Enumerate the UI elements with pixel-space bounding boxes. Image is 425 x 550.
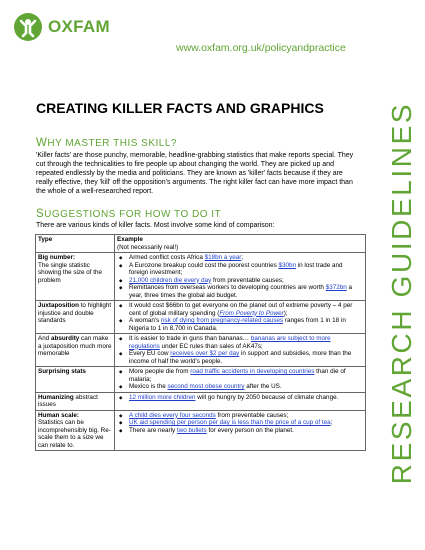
example-text: will go hungry by 2050 because of climate change. xyxy=(195,393,339,401)
example-text: from preventable causes; xyxy=(215,411,289,419)
example-text: Armed conflict costs Africa xyxy=(129,254,205,261)
example-item xyxy=(129,419,363,427)
example-text: More people die from xyxy=(129,368,191,375)
type-description: Statistics can be incomprehensibly big. Re-scale them to a size we can relate to. xyxy=(38,419,111,449)
type-name: Juxtaposition xyxy=(38,302,79,309)
header-url[interactable]: www.oxfam.org.uk/policyandpractice xyxy=(176,42,346,54)
section1-heading xyxy=(36,137,177,149)
header-type xyxy=(36,235,115,253)
source-link[interactable]: UK aid spending per person per day is less than the price of a cup of tea xyxy=(129,419,331,426)
table-row xyxy=(36,392,366,410)
example-list xyxy=(117,394,363,402)
source-link[interactable]: A child dies every four seconds xyxy=(129,411,216,419)
example-cell xyxy=(115,334,366,367)
type-cell xyxy=(36,410,115,451)
type-description: abstract issues xyxy=(38,393,98,408)
example-cell xyxy=(115,253,366,301)
table-row xyxy=(36,301,366,334)
example-item xyxy=(129,350,363,365)
source-link[interactable]: 12 million more children xyxy=(129,393,196,401)
example-text: from preventable causes; xyxy=(211,276,284,284)
example-item xyxy=(129,335,363,350)
source-link[interactable]: $30bn xyxy=(278,261,296,269)
table-row xyxy=(36,253,366,301)
example-text: a year, three times the global aid budget. xyxy=(129,284,352,299)
header-example-label: Example xyxy=(117,236,143,243)
example-cell xyxy=(115,410,366,451)
killer-facts-table xyxy=(35,234,366,451)
source-link[interactable]: receives over $2 per day xyxy=(170,350,240,357)
type-cell xyxy=(36,367,115,393)
type-name: Human scale: xyxy=(38,411,79,419)
source-link[interactable]: 21,000 children die every day xyxy=(129,276,212,284)
example-text: than die of malaria; xyxy=(129,368,346,383)
header-example xyxy=(115,235,366,253)
example-cell xyxy=(115,301,366,334)
source-link[interactable]: bananas are subject to more regulations xyxy=(129,335,331,350)
example-item xyxy=(129,277,363,285)
header-type-label: Type xyxy=(38,236,53,243)
example-text: A Eurozone breakup could cost the poorest countries xyxy=(129,261,279,269)
table-row xyxy=(36,410,366,451)
example-text: after the US. xyxy=(244,383,282,390)
example-text: under EC rules than sales of AK47s; xyxy=(159,342,263,350)
type-cell xyxy=(36,253,115,301)
type-name: Big number: xyxy=(38,254,76,261)
table-row xyxy=(36,334,366,367)
table-row xyxy=(36,367,366,393)
example-text: ; xyxy=(241,254,244,261)
example-text: There are nearly xyxy=(129,426,177,434)
example-item xyxy=(129,302,363,317)
source-link[interactable]: From Poverty to Power xyxy=(219,309,284,317)
sidebar-text: RESEARCH GUIDELINES xyxy=(386,101,417,485)
type-description: The single statistic showing the size of the problem xyxy=(38,261,103,284)
example-list xyxy=(117,254,363,299)
type-cell xyxy=(36,392,115,410)
example-item xyxy=(129,254,363,262)
example-text: for every person on the planet. xyxy=(206,426,294,434)
example-text: Every EU cow xyxy=(129,350,171,357)
section1-body: 'Killer facts' are those punchy, memorable, headline-grabbing statistics that make reports special. They cut through the technicalities to fire people up about changing the world. They are picked up and repeated endlessly by the media and politicians. They are known as 'killer' facts because if they are really effective, they 'kill' off the opposition's arguments. The right killer fact can have more impact than the whole of a well-researched report. xyxy=(36,152,354,195)
header-example-note: (Not necessarily real!) xyxy=(117,243,179,251)
oxfam-figure-icon xyxy=(14,13,42,41)
example-text: Remittances from overseas workers to developing countries are worth xyxy=(129,284,326,291)
source-link[interactable]: $18bn a year xyxy=(204,254,242,261)
section2-intro: There are various kinds of killer facts. Most involve some kind of comparison: xyxy=(36,222,275,229)
example-item xyxy=(129,284,363,299)
type-name: Humanizing xyxy=(38,393,74,401)
type-description: to highlight injustice and double standards xyxy=(38,302,112,324)
example-text: ; xyxy=(330,419,333,426)
example-item xyxy=(129,394,363,402)
example-cell xyxy=(115,392,366,410)
section2-heading-rest: UGGESTIONS FOR HOW TO DO IT xyxy=(44,209,222,220)
example-item xyxy=(129,412,363,420)
section1-heading-cap: W xyxy=(36,137,48,149)
type-description: can make a juxtaposition much more memorable xyxy=(38,335,112,357)
example-list xyxy=(117,302,363,332)
example-text: A woman's xyxy=(129,317,162,324)
example-list xyxy=(117,335,363,365)
example-text: Mexico is the xyxy=(129,383,168,390)
source-link[interactable]: $372bn xyxy=(325,284,347,291)
example-item xyxy=(129,262,363,277)
source-link[interactable]: road traffic accidents in developing countries xyxy=(190,368,315,375)
type-name: absurdity xyxy=(50,335,80,342)
example-text: ranges from 1 in 18 in Nigeria to 1 in 8,700 in Canada. xyxy=(129,317,346,332)
example-item xyxy=(129,427,363,435)
example-item xyxy=(129,383,363,391)
section2-heading xyxy=(36,208,221,220)
source-link[interactable]: two bullets xyxy=(176,426,207,434)
oxfam-wordmark: OXFAM xyxy=(48,17,110,36)
example-text: It would cost $66bn to get everyone on the planet out of extreme poverty – 4 per cent of global military spending ( xyxy=(129,302,353,317)
example-item xyxy=(129,317,363,332)
example-item xyxy=(129,368,363,383)
type-cell xyxy=(36,301,115,334)
source-link[interactable]: second most obese country xyxy=(167,383,245,390)
oxfam-logo xyxy=(14,12,110,42)
type-cell xyxy=(36,334,115,367)
example-list xyxy=(117,412,363,435)
example-text: in lost trade and foreign investment; xyxy=(129,261,343,276)
example-cell xyxy=(115,367,366,393)
table-header-row xyxy=(36,235,366,253)
example-text: in support and subsidies, more than the income of half the world's people. xyxy=(129,350,352,365)
example-list xyxy=(117,368,363,391)
example-text: It is easier to trade in guns than bananas… xyxy=(129,335,251,342)
example-text: ); xyxy=(283,309,288,317)
type-name: Surprising stats xyxy=(38,368,86,375)
section1-heading-rest: HY MASTER THIS SKILL? xyxy=(47,138,177,149)
page-title: CREATING KILLER FACTS AND GRAPHICS xyxy=(36,100,324,116)
source-link[interactable]: risk of dying from pregnancy-related causes xyxy=(161,317,284,324)
sidebar-vertical-title xyxy=(385,62,419,524)
type-prefix: And xyxy=(38,335,51,342)
section2-heading-cap: S xyxy=(36,208,45,220)
